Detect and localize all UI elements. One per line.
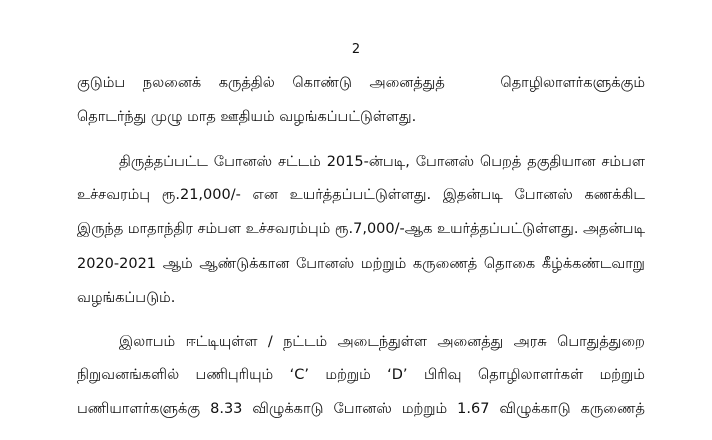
word: இலாபம் [119,334,176,350]
word: / [267,334,273,350]
word: தொழிலாளர்கள் [477,367,584,383]
word: இருந்த [77,221,124,237]
word: கருணைத் [580,401,645,417]
word: போனஸ் [415,154,475,170]
word: தகுதியான [527,154,596,170]
word: பணியாளர்களுக்கு [77,401,201,417]
word: போனஸ் [213,154,273,170]
word: பணிபுரியும் [195,367,274,383]
word: 1.67 [457,401,490,417]
word: மற்றும் [325,367,371,383]
word: மற்றும் [401,401,448,417]
word: ‘C’ [289,367,309,383]
word: சட்டம் [278,154,321,170]
word: ரூ.7,000/-ஆக [334,221,433,237]
word: ஈட்டியுள்ள [185,334,258,350]
word: நலனைக் [142,75,202,91]
word: போனஸ் [514,187,573,203]
word: விழுக்காடு [499,401,571,417]
word: 2020-2021 [77,256,157,272]
word: கணக்கிட [584,187,645,203]
word: அரசு [513,334,547,350]
paragraph-2-line-4 [77,254,645,274]
word: ஆண்டுக்கான [199,256,290,272]
word: கருத்தில் [218,75,275,91]
word: மாதாந்திர [127,221,193,237]
word: மற்றும் [360,256,407,272]
word: தொழிலாளர்களுக்கும் [500,75,645,91]
word: குடும்ப [77,75,126,91]
paragraph-2-line-1 [119,152,645,172]
word: மற்றும் [599,367,645,383]
paragraph-2-line-5: வழங்கப்படும். [77,290,176,306]
word: அனைத்துத் [369,75,445,91]
word: உயர்த்தப்பட்டுள்ளது. [289,187,432,203]
word: ரூ.21,000/- [161,187,241,203]
paragraph-3-line-1 [119,332,645,352]
word: நட்டம் [283,334,328,350]
word: ‘D’ [387,367,408,383]
paragraph-3-line-2 [77,365,645,385]
paragraph-2-line-2 [77,185,645,205]
word: பெறத் [479,154,522,170]
word: விழுக்காடு [252,401,324,417]
word: உச்சவரம்பும் [245,221,331,237]
word: திருத்தப்பட்ட [119,154,208,170]
word: நிறுவனங்களில் [77,367,180,383]
word: கீழ்க்கண்டவாறு [541,256,645,272]
word: போனஸ் [333,401,392,417]
word: உயர்த்தப்பட்டுள்ளது. [436,221,579,237]
word: பிரிவு [423,367,462,383]
word: 8.33 [210,401,243,417]
paragraph-1-line-1 [77,73,645,93]
word: தொகை [483,256,536,272]
word: சம்பள [601,154,645,170]
word: போனஸ் [295,256,355,272]
paragraph-2-line-3 [77,219,645,239]
word: கருணைத் [412,256,478,272]
word: சம்பள [197,221,242,237]
word: என [252,187,278,203]
word: இதன்படி [442,187,503,203]
word: அதன்படி [583,221,645,237]
paragraph-1-line-2: தொடர்ந்து முழு மாத ஊதியம் வழங்கப்பட்டுள்ளது. [77,109,417,125]
word: அடைந்துள்ள [337,334,427,350]
word: அனைத்து [437,334,504,350]
word: உச்சவரம்பு [77,187,151,203]
word: கொண்டு [292,75,352,91]
page-number: 2 [351,42,361,57]
word: 2015-ன்படி, [326,154,410,170]
word: பொதுத்துறை [557,334,645,350]
word: ஆம் [162,256,193,272]
paragraph-3-line-3 [77,399,645,419]
